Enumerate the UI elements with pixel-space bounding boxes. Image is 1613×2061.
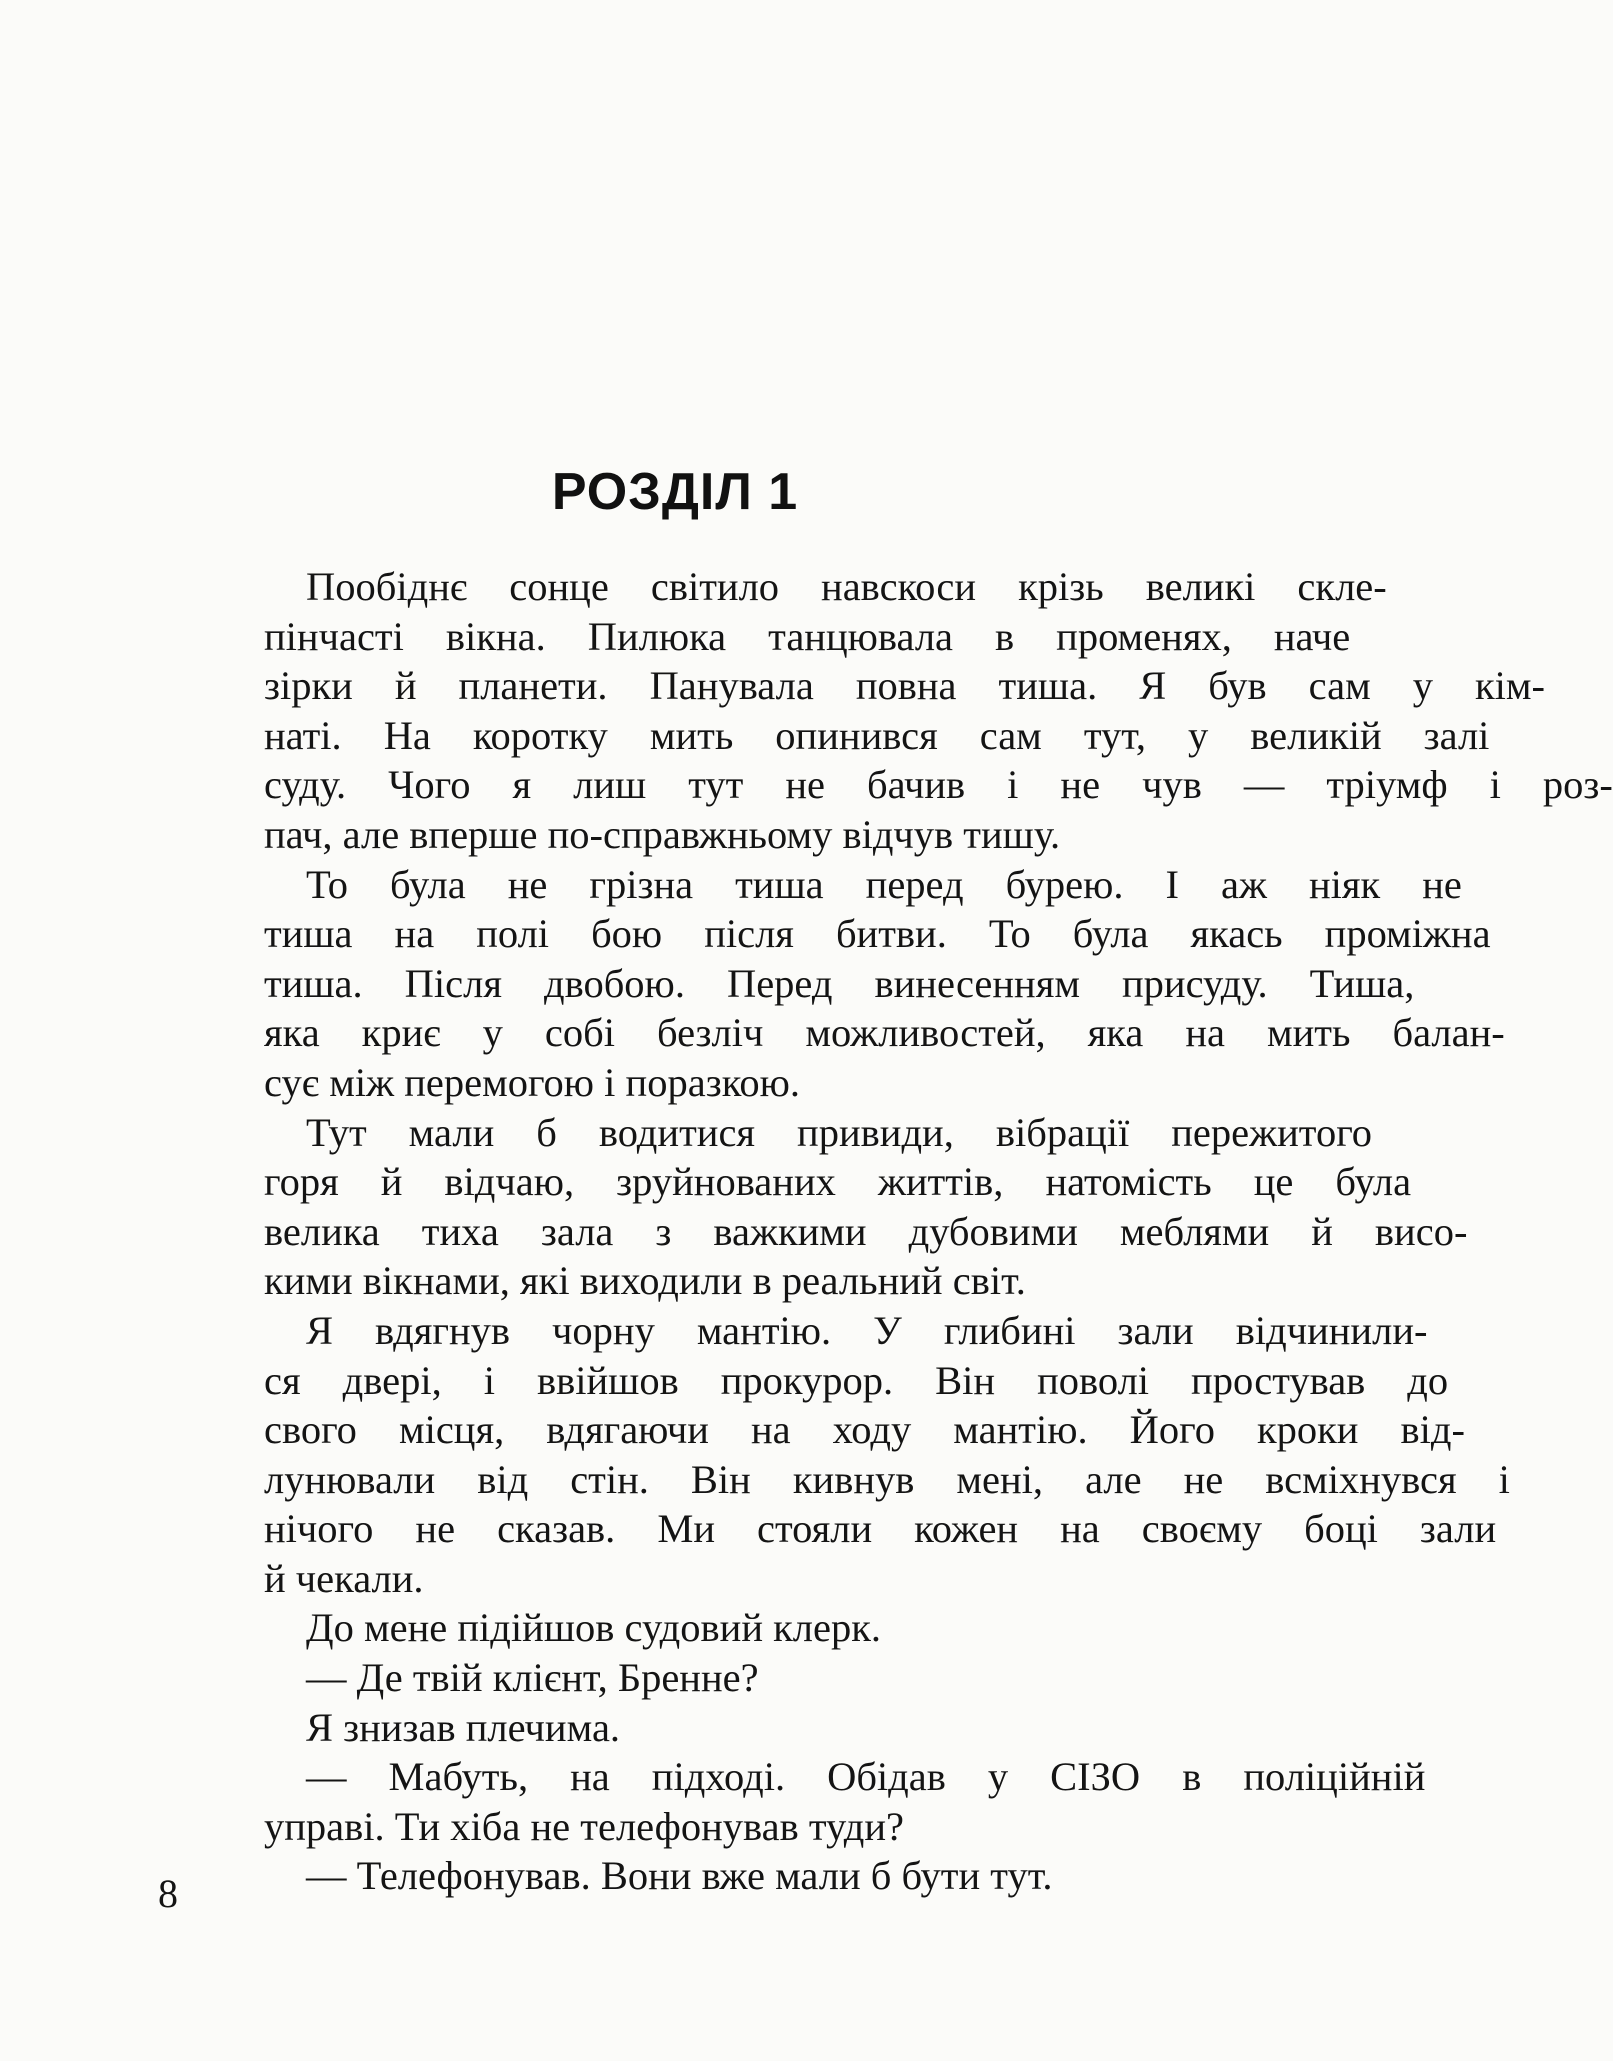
paragraph bbox=[222, 1108, 1468, 1306]
text-line: наті. На коротку мить опинився сам тут, у великій залі bbox=[264, 712, 1490, 758]
text-line: й чекали. bbox=[264, 1555, 424, 1601]
text-line: пач, але вперше по-справжньому відчув тишу. bbox=[264, 811, 1061, 857]
text-line: Пообіднє сонце світило навскоси крізь великі скле- bbox=[306, 564, 1387, 609]
text-line: — Мабуть, на підході. Обідав у СІЗО в поліційній bbox=[306, 1754, 1426, 1800]
text-line: тиша на полі бою після битви. То була якась проміжна bbox=[264, 911, 1491, 957]
paragraph bbox=[222, 1306, 1510, 1604]
text-line: ся двері, і ввійшов прокурор. Він поволі простував до bbox=[264, 1357, 1449, 1403]
paragraph bbox=[222, 1752, 1426, 1851]
text-line: горя й відчаю, зруйнованих життів, натомість це була bbox=[264, 1159, 1412, 1205]
chapter-title: РОЗДІЛ 1 bbox=[551, 463, 799, 521]
text-line: То була не грізна тиша перед бурею. І аж ніяк не bbox=[306, 861, 1462, 907]
text-line: Я вдягнув чорну мантію. У глибині зали відчинили- bbox=[306, 1307, 1428, 1353]
text-line: свого місця, вдягаючи на ходу мантію. Його кроки від- bbox=[264, 1407, 1465, 1453]
text-line: тиша. Після двобою. Перед винесенням присуду. Тиша, bbox=[264, 960, 1415, 1006]
text-line: лунювали від стін. Він кивнув мені, але не всміхнувся і bbox=[264, 1456, 1510, 1502]
text-line: пінчасті вікна. Пилюка танцювала в променях, наче bbox=[264, 613, 1351, 659]
text-line: сує між перемогою і поразкою. bbox=[264, 1059, 800, 1105]
text-line: зірки й планети. Панувала повна тиша. Я був сам у кім- bbox=[264, 663, 1546, 709]
paragraph bbox=[222, 1653, 1232, 1703]
paragraph bbox=[222, 1851, 1232, 1901]
paragraph bbox=[222, 860, 1505, 1108]
paragraph bbox=[222, 562, 1613, 860]
text-line: суду. Чого я лиш тут не бачив і не чув — тріумф і роз- bbox=[264, 762, 1613, 808]
body-text bbox=[222, 562, 1613, 1901]
page-number: 8 bbox=[158, 1871, 178, 1916]
text-line: кими вікнами, які виходили в реальний світ. bbox=[264, 1258, 1026, 1304]
text-line: До мене підійшов судовий клерк. bbox=[306, 1605, 882, 1651]
text-line: Я знизав плечима. bbox=[306, 1704, 621, 1750]
paragraph bbox=[222, 1603, 1232, 1653]
text-line: — Телефонував. Вони вже мали б бути тут. bbox=[306, 1853, 1053, 1899]
text-line: велика тиха зала з важкими дубовими меблями й висо- bbox=[264, 1208, 1468, 1254]
paragraph bbox=[222, 1703, 1232, 1753]
text-line: — Де твій клієнт, Бренне? bbox=[306, 1655, 759, 1701]
text-line: яка криє у собі безліч можливостей, яка на мить балан- bbox=[264, 1010, 1505, 1056]
text-line: управі. Ти хіба не телефонував туди? bbox=[264, 1803, 904, 1849]
text-line: Тут мали б водитися привиди, вібрації пережитого bbox=[306, 1109, 1373, 1155]
text-line: нічого не сказав. Ми стояли кожен на своєму боці зали bbox=[264, 1506, 1497, 1552]
